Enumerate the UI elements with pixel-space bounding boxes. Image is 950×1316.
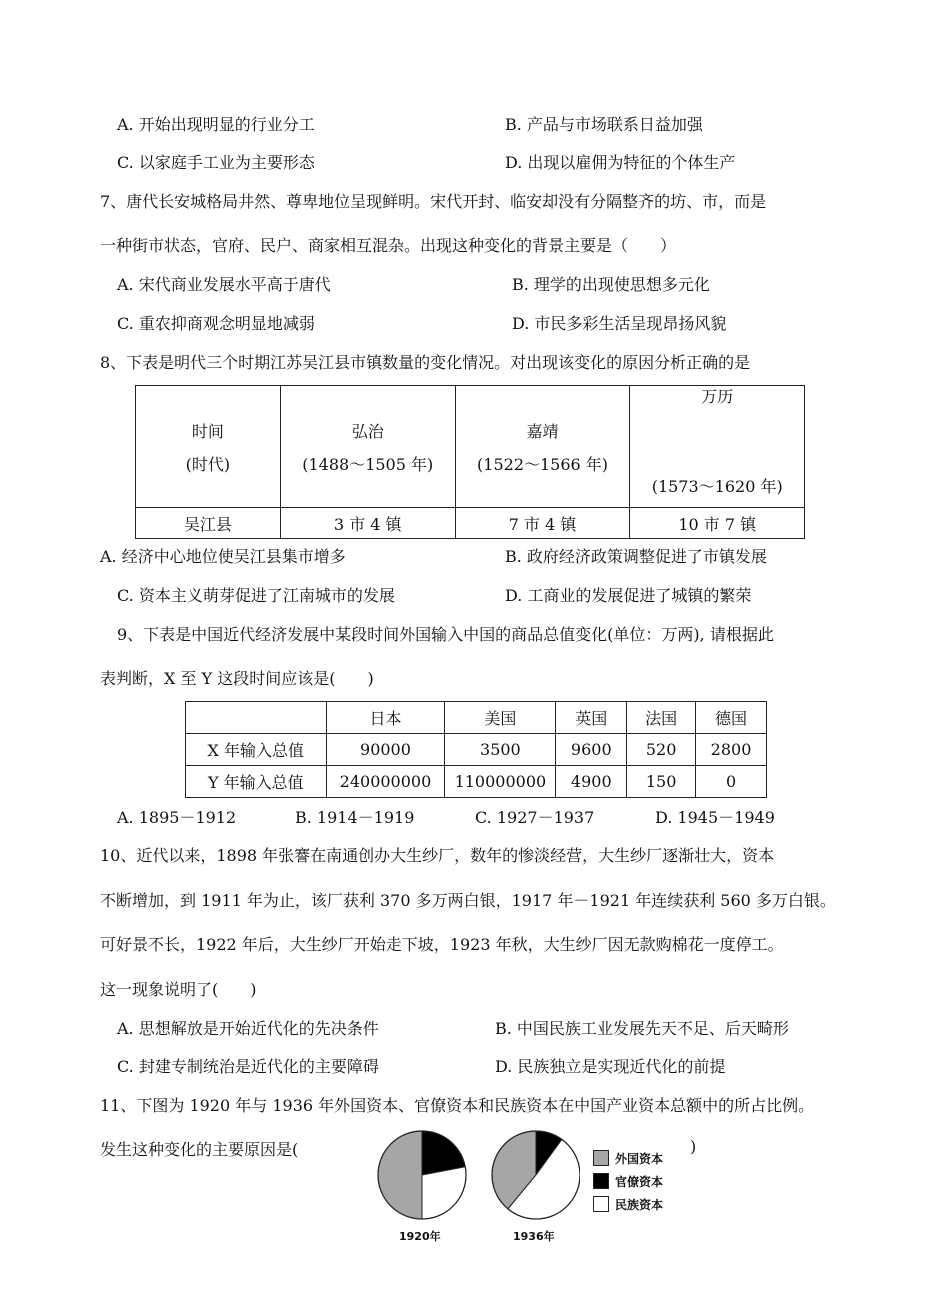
q7-option-d: D. 市民多彩生活呈现昂扬风貌: [512, 314, 727, 333]
q9-cell: 90000: [326, 734, 445, 766]
q9-row-label: X 年输入总值: [186, 734, 327, 766]
q8-header-time: [136, 386, 281, 508]
q9-cell: 3500: [445, 734, 556, 766]
q8-header-wanli-label: 万历: [701, 387, 734, 406]
q9-cell: 150: [627, 766, 696, 798]
q10-stem-line3: 可好景不长，1922 年后，大生纱厂开始走下坡，1923 年秋，大生纱厂因无款购棉花一度停工。: [100, 935, 784, 954]
pie-label-1920: 1920年: [399, 1230, 441, 1243]
q9-header-cell: 德国: [696, 702, 767, 734]
q8-header-jiajing: [455, 386, 630, 508]
legend-label-national: 民族资本: [615, 1198, 664, 1212]
q7-option-a: A. 宋代商业发展水平高于唐代: [117, 275, 331, 294]
q8-cell: 3 市 4 镇: [280, 508, 455, 539]
q9-cell: 110000000: [445, 766, 556, 798]
q8-option-c: C. 资本主义萌芽促进了江南城市的发展: [117, 586, 395, 605]
q6-option-b: B. 产品与市场联系日益加强: [505, 115, 703, 134]
q9-header-cell: 美国: [445, 702, 556, 734]
q8-header-jiajing-label: 嘉靖: [526, 421, 559, 441]
q9-header-cell: 日本: [326, 702, 445, 734]
q7-option-c: C. 重农抑商观念明显地减弱: [117, 314, 315, 333]
q6-option-d: D. 出现以雇佣为特征的个体生产: [505, 153, 736, 172]
q9-cell: 520: [627, 734, 696, 766]
q8-header-time-sub: (时代): [185, 454, 231, 474]
q9-stem-line1: 9、下表是中国近代经济发展中某段时间外国输入中国的商品总值变化(单位：万两), 请根据此: [117, 625, 774, 644]
q8-header-wanli-years: (1573～1620 年): [651, 477, 783, 496]
q8-row-label: 吴江县: [136, 508, 281, 539]
q9-cell: 2800: [696, 734, 767, 766]
q8-header-hongzhi: [280, 386, 455, 508]
q7-stem-line2: 一种街市状态，官府、民户、商家相互混杂。出现这种变化的背景主要是（ ）: [100, 236, 677, 255]
q8-cell: 10 市 7 镇: [630, 508, 805, 539]
q10-stem-line1: 10、近代以来，1898 年张謇在南通创办大生纱厂，数年的惨淡经营，大生纱厂逐渐壮大，资本: [100, 846, 775, 865]
q7-stem-line1: 7、唐代长安城格局井然、尊卑地位呈现鲜明。宋代开封、临安却没有分隔整齐的坊、市，而是: [100, 192, 767, 211]
q6-option-a: A. 开始出现明显的行业分工: [117, 115, 315, 134]
q9-option-a: A. 1895－1912: [117, 808, 237, 827]
q9-option-b: B. 1914－1919: [295, 808, 415, 827]
q8-header-hongzhi-label: 弘治: [351, 421, 384, 441]
q8-option-a: A. 经济中心地位使吴江县集市增多: [100, 547, 346, 566]
legend-swatch-national: [593, 1196, 609, 1212]
q9-row-label: Y 年输入总值: [186, 766, 327, 798]
q9-header-cell: 英国: [556, 702, 627, 734]
pie-label-1936: 1936年: [513, 1230, 555, 1243]
q8-cell: 7 市 4 镇: [455, 508, 630, 539]
legend-swatch-foreign: [593, 1150, 609, 1166]
q6-option-c: C. 以家庭手工业为主要形态: [117, 153, 315, 172]
q8-option-b: B. 政府经济政策调整促进了市镇发展: [505, 547, 767, 566]
q10-stem-line2: 不断增加，到 1911 年为止，该厂获利 370 多万两白银，1917 年－1921 年连续获利 560 多万白银。: [100, 891, 836, 910]
q8-header-hongzhi-years: (1488～1505 年): [302, 454, 434, 474]
q8-table: [135, 385, 805, 539]
q9-header-cell: 法国: [627, 702, 696, 734]
q9-option-c: C. 1927－1937: [475, 808, 595, 827]
legend-swatch-bureaucratic: [593, 1173, 609, 1189]
q9-cell: 0: [696, 766, 767, 798]
q10-option-b: B. 中国民族工业发展先天不足、后天畸形: [495, 1019, 789, 1038]
q7-option-b: B. 理学的出现使思想多元化: [512, 275, 710, 294]
q11-stem-paren-close: ): [690, 1137, 697, 1156]
q8-option-d: D. 工商业的发展促进了城镇的繁荣: [505, 586, 752, 605]
q10-option-c: C. 封建专制统治是近代化的主要障碍: [117, 1057, 379, 1076]
q8-stem: 8、下表是明代三个时期江苏吴江县市镇数量的变化情况。对出现该变化的原因分析正确的是: [100, 353, 751, 372]
q8-header-time-label: 时间: [191, 421, 224, 441]
q9-header-cell: [186, 702, 327, 734]
q9-cell: 9600: [556, 734, 627, 766]
q11-stem-line1: 11、下图为 1920 年与 1936 年外国资本、官僚资本和民族资本在中国产业资本总额中的所占比例。: [100, 1096, 815, 1115]
q9-table: [185, 701, 767, 798]
q10-option-a: A. 思想解放是开始近代化的先决条件: [117, 1019, 379, 1038]
legend-label-bureaucratic: 官僚资本: [615, 1175, 664, 1189]
q8-header-wanli: [630, 386, 805, 508]
pie-slice-0-2: [422, 1167, 466, 1219]
legend-label-foreign: 外国资本: [615, 1152, 664, 1166]
q10-option-d: D. 民族独立是实现近代化的前提: [495, 1057, 726, 1076]
pie-slice-0-0: [378, 1131, 422, 1219]
q11-stem-line2: 发生这种变化的主要原因是(: [100, 1140, 299, 1159]
q9-option-d: D. 1945－1949: [655, 808, 775, 827]
q9-cell: 4900: [556, 766, 627, 798]
q10-stem-line4: 这一现象说明了( ): [100, 980, 257, 999]
q9-stem-line2: 表判断，X 至 Y 这段时间应该是( ): [100, 669, 374, 688]
q8-header-jiajing-years: (1522～1566 年): [477, 454, 609, 474]
q9-cell: 240000000: [326, 766, 445, 798]
